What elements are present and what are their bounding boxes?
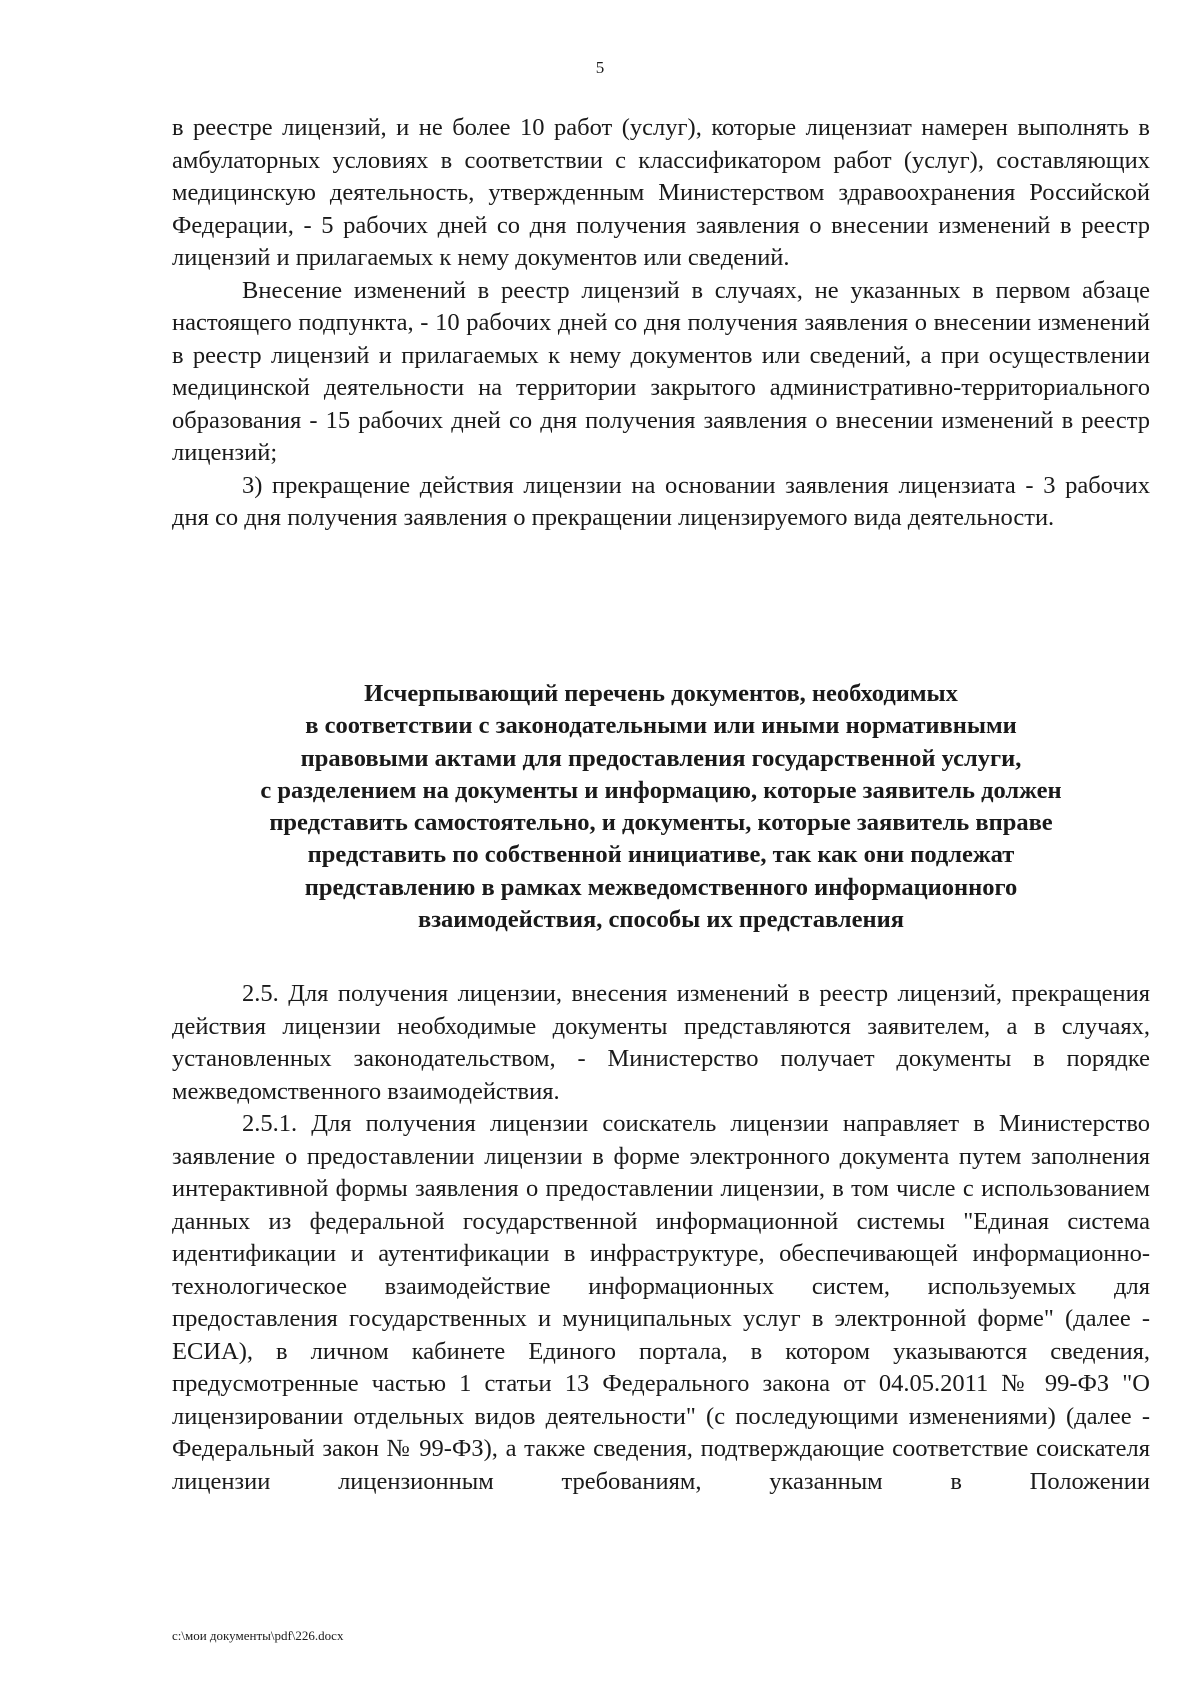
paragraph-termination: 3) прекращение действия лицензии на основании заявления лицензиата - 3 рабочих дня со дня получения заявления о прекращении лицензируемого вида деятельности. xyxy=(172,471,1150,531)
footer-file-path: c:\мои документы\pdf\226.docx xyxy=(172,1628,344,1643)
heading-line: в соответствии с законодательными или иными нормативными xyxy=(305,712,1017,740)
section-heading xyxy=(172,678,1150,936)
heading-line: представить по собственной инициативе, так как они подлежат xyxy=(307,841,1015,869)
heading-line: Исчерпывающий перечень документов, необходимых xyxy=(364,680,958,707)
body-text-top xyxy=(172,112,1150,535)
heading-line: с разделением на документы и информацию, которые заявитель должен xyxy=(260,776,1062,804)
paragraph-2-5: 2.5. Для получения лицензии, внесения изменений в реестр лицензий, прекращения действия лицензии необходимые документы представляются заявителем, а в случаях, установленных законодательством, - Министерство получает документы в порядке межведомственного взаимодействия. xyxy=(172,980,1150,1105)
heading-line: представлению в рамках межведомственного информационного xyxy=(304,873,1018,901)
heading-line: взаимодействия, способы их представления xyxy=(417,906,905,934)
paragraph-continuation: в реестре лицензий, и не более 10 работ (услуг), которые лицензиат намерен выполнять в амбулаторных условиях в соответствии с классификатором работ (услуг), составляющих медицинскую деятельность, утвержденным Министерством здравоохранения Российской Федерации, - 5 рабочих дней со дня получения заявления о внесении изменений в реестр лицензий и прилагаемых к нему документов или сведений. xyxy=(172,114,1150,271)
heading-line: правовыми актами для предоставления государственной услуги, xyxy=(300,744,1022,772)
paragraph-2-5-1: 2.5.1. Для получения лицензии соискатель лицензии направляет в Министерство заявление о предоставлении лицензии в форме электронного документа путем заполнения интерактивной формы заявления о предоставлении лицензии, в том числе с использованием данных из федеральной государственной информационной системы "Единая система идентификации и аутентификации в инфраструктуре, обеспечивающей информационно-технологическое взаимодействие информационных систем, используемых для предоставления государственных и муниципальных услуг в электронной форме" (далее - ЕСИА), в личном кабинете Единого портала, в котором указываются сведения, предусмотренные частью 1 статьи 13 Федерального закона от 04.05.2011 № 99-ФЗ "О лицензировании отдельных видов деятельности" (с последующими изменениями) (далее - Федеральный закон № 99-ФЗ), а также сведения, подтверждающие соответствие соискателя лицензии лицензионным требованиям, указанным в Положении xyxy=(172,1110,1150,1495)
body-text-bottom xyxy=(172,978,1150,1498)
page-number: 5 xyxy=(595,58,605,77)
heading-line: представить самостоятельно, и документы, которые заявитель вправе xyxy=(269,809,1053,837)
paragraph-registry-changes: Внесение изменений в реестр лицензий в случаях, не указанных в первом абзаце настоящего подпункта, - 10 рабочих дней со дня получения заявления о внесении изменений в реестр лицензий и прилагаемых к нему документов или сведений, а при осуществлении медицинской деятельности на территории закрытого административно-территориального образования - 15 рабочих дней со дня получения заявления о внесении изменений в реестр лицензий; xyxy=(172,276,1150,466)
